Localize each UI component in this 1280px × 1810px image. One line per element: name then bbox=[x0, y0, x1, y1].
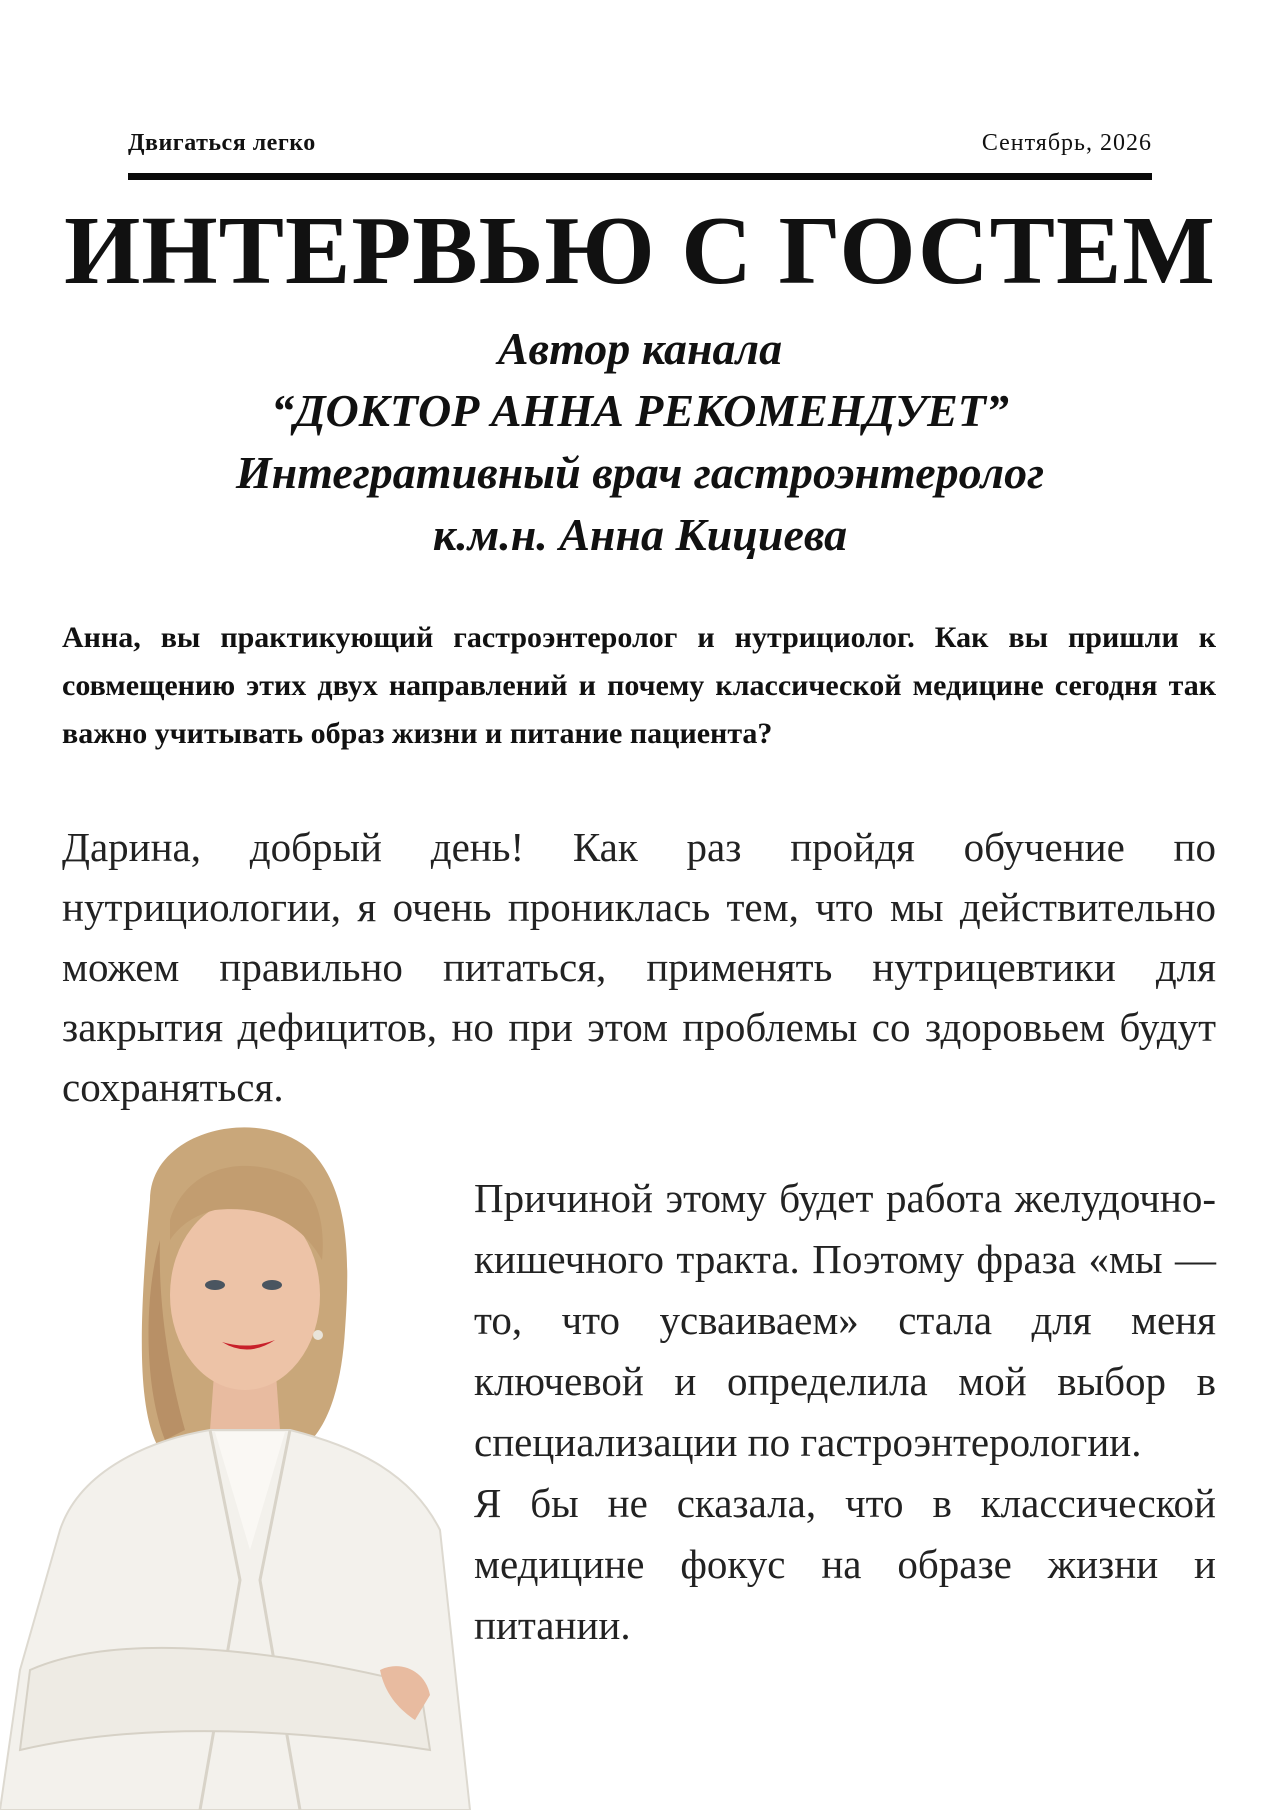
answer-continued bbox=[474, 1168, 1216, 1656]
subtitle-line-4: к.м.н. Анна Кициева bbox=[432, 509, 848, 560]
subtitle-line-1: Автор канала bbox=[497, 323, 783, 374]
answer-paragraph-3: Я бы не сказала, что в классической медицине фокус на образе жизни и питании. bbox=[474, 1480, 1216, 1648]
interview-question: Анна, вы практикующий гастроэнтеролог и нутрициолог. Как вы пришли к совмещению этих двух направлений и почему классической медицине сегодня так важно учитывать образ жизни и питание пациента? bbox=[62, 621, 1216, 750]
guest-subtitle bbox=[0, 318, 1280, 566]
answer-paragraph-2: Причиной этому будет работа желудочно-кишечного тракта. Поэтому фраза «мы — то, что усваиваем» стала для меня ключевой и определила мой выбор в специализации по гастроэнтерологии. bbox=[474, 1175, 1216, 1465]
issue-date: Сентябрь, 2026 bbox=[981, 130, 1152, 156]
subtitle-line-2: “ДОКТОР АННА РЕКОМЕНДУЕТ” bbox=[271, 385, 1009, 436]
page-title: ИНТЕРВЬЮ С ГОСТЕМ bbox=[64, 197, 1216, 305]
answer-intro: Дарина, добрый день! Как раз пройдя обучение по нутрициологии, я очень прониклась тем, что мы действительно можем правильно питаться, применять нутрицевтики для закрытия дефицитов, но при этом проблемы со здоровьем будут сохраняться. bbox=[62, 824, 1216, 1110]
magazine-name: Двигаться легко bbox=[128, 130, 316, 156]
subtitle-line-3: Интегративный врач гастроэнтеролог bbox=[235, 447, 1045, 498]
guest-photo bbox=[0, 1110, 480, 1810]
header-rule bbox=[128, 173, 1152, 180]
header-row bbox=[128, 130, 1152, 160]
